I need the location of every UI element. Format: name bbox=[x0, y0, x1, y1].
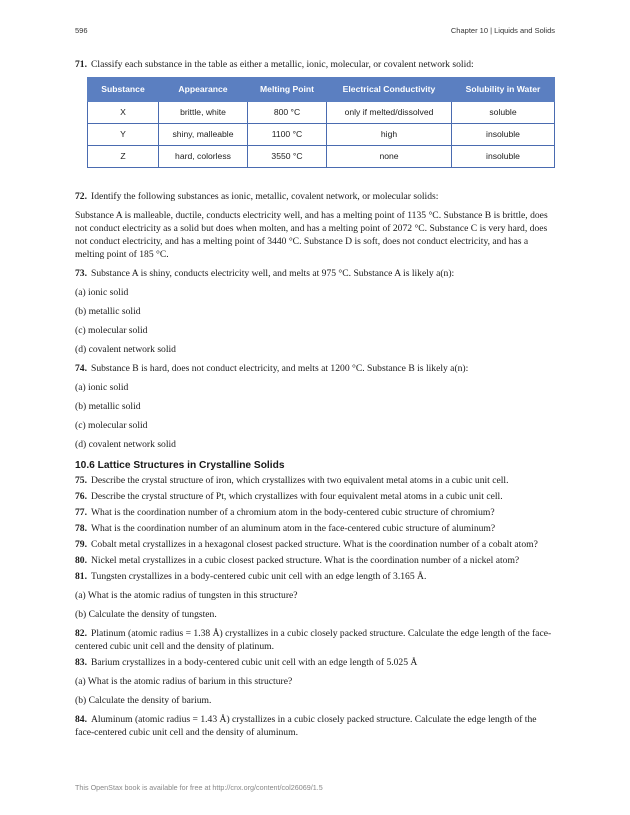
answer-option: (b) Calculate the density of barium. bbox=[75, 695, 212, 706]
answer-option: (b) metallic solid bbox=[75, 306, 141, 317]
question-text: Substance B is hard, does not conduct electricity, and melts at 1200 °C. Substance B is likely a(n): bbox=[91, 363, 469, 374]
table-header: Substance bbox=[88, 78, 159, 102]
table-cell: brittle, white bbox=[159, 102, 248, 124]
question-text: Describe the crystal structure of Pt, which crystallizes with four equivalent metal atoms in a cubic unit cell. bbox=[91, 491, 503, 502]
question-84 bbox=[75, 713, 555, 739]
question-text: What is the coordination number of an aluminum atom in the face-centered cubic structure of aluminum? bbox=[91, 523, 496, 534]
question-number: 74. bbox=[75, 363, 87, 374]
table-cell: shiny, malleable bbox=[159, 124, 248, 146]
question-text: What is the coordination number of a chromium atom in the body-centered cubic structure of chromium? bbox=[91, 507, 495, 518]
question-81 bbox=[75, 570, 555, 583]
question-number: 82. bbox=[75, 628, 87, 639]
answer-option: (b) Calculate the density of tungsten. bbox=[75, 609, 217, 620]
question-text: Platinum (atomic radius = 1.38 Å) crystallizes in a cubic closely packed structure. Calculate the edge length of the face-centered cubic unit cell and the density of platinum. bbox=[75, 628, 552, 652]
table-row bbox=[88, 102, 555, 124]
question-text: Tungsten crystallizes in a body-centered cubic unit cell with an edge length of 3.165 Å. bbox=[91, 571, 427, 582]
answer-option: (a) ionic solid bbox=[75, 382, 129, 393]
table-cell: high bbox=[327, 124, 452, 146]
page-content bbox=[75, 58, 555, 742]
answer-option: (a) What is the atomic radius of barium in this structure? bbox=[75, 676, 293, 687]
answer-option: (d) covalent network solid bbox=[75, 344, 176, 355]
table-cell: 800 °C bbox=[248, 102, 327, 124]
table-cell: 3550 °C bbox=[248, 146, 327, 168]
question-text: Cobalt metal crystallizes in a hexagonal closest packed structure. What is the coordination number of a cobalt atom? bbox=[91, 539, 538, 550]
answer-option: (a) What is the atomic radius of tungsten in this structure? bbox=[75, 590, 298, 601]
table-header-row bbox=[88, 78, 555, 102]
question-80 bbox=[75, 554, 555, 567]
chapter-header: Chapter 10 | Liquids and Solids bbox=[450, 26, 555, 35]
question-number: 83. bbox=[75, 657, 87, 668]
table-cell: hard, colorless bbox=[159, 146, 248, 168]
page-number: 596 bbox=[75, 26, 88, 35]
table-cell: soluble bbox=[452, 102, 555, 124]
question-83 bbox=[75, 656, 555, 669]
table-header: Melting Point bbox=[248, 78, 327, 102]
question-number: 72. bbox=[75, 191, 87, 202]
question-77 bbox=[75, 506, 555, 519]
answer-option: (c) molecular solid bbox=[75, 325, 148, 336]
table-header: Appearance bbox=[159, 78, 248, 102]
question-74 bbox=[75, 362, 555, 375]
question-text: Nickel metal crystallizes in a cubic closest packed structure. What is the coordination number of a nickel atom? bbox=[91, 555, 520, 566]
answer-option: (c) molecular solid bbox=[75, 420, 148, 431]
question-79 bbox=[75, 538, 555, 551]
table-row bbox=[88, 124, 555, 146]
answer-option: (a) ionic solid bbox=[75, 287, 129, 298]
table-cell: Y bbox=[88, 124, 159, 146]
question-71 bbox=[75, 58, 555, 71]
table-cell: X bbox=[88, 102, 159, 124]
table-header: Solubility in Water bbox=[452, 78, 555, 102]
page-footer: This OpenStax book is available for free at http://cnx.org/content/col26069/1.5 bbox=[75, 783, 323, 792]
question-78 bbox=[75, 522, 555, 535]
question-text: Identify the following substances as ionic, metallic, covalent network, or molecular solids: bbox=[91, 191, 439, 202]
question-number: 84. bbox=[75, 714, 87, 725]
question-number: 80. bbox=[75, 555, 87, 566]
table-cell: insoluble bbox=[452, 146, 555, 168]
answer-option: (b) metallic solid bbox=[75, 401, 141, 412]
question-number: 75. bbox=[75, 475, 87, 486]
question-number: 76. bbox=[75, 491, 87, 502]
section-heading: 10.6 Lattice Structures in Crystalline Solids bbox=[75, 460, 285, 471]
question-text: Substance A is shiny, conducts electricity well, and melts at 975 °C. Substance A is likely a(n): bbox=[91, 268, 455, 279]
question-text: Classify each substance in the table as either a metallic, ionic, molecular, or covalent network solid: bbox=[91, 59, 474, 70]
table-row bbox=[88, 146, 555, 168]
question-number: 78. bbox=[75, 523, 87, 534]
table-cell: Z bbox=[88, 146, 159, 168]
question-number: 81. bbox=[75, 571, 87, 582]
question-text: Aluminum (atomic radius = 1.43 Å) crystallizes in a cubic closely packed structure. Calculate the edge length of the face-centered cubic unit cell and the density of aluminum. bbox=[75, 714, 537, 738]
question-number: 71. bbox=[75, 59, 87, 70]
question-number: 79. bbox=[75, 539, 87, 550]
question-73 bbox=[75, 267, 555, 280]
question-text: Describe the crystal structure of iron, which crystallizes with two equivalent metal atoms in a cubic unit cell. bbox=[91, 475, 509, 486]
question-number: 77. bbox=[75, 507, 87, 518]
question-72 bbox=[75, 190, 555, 203]
table-cell: only if melted/dissolved bbox=[327, 102, 452, 124]
question-72-paragraph: Substance A is malleable, ductile, conducts electricity well, and has a melting point of 1135 °C. Substance B is brittle, does not conduct electricity as a solid but does when molten, and has a melting point of 2072 °C. Substance C is very hard, does not conduct electricity, and has a melting point of 3440 °C. Substance D is soft, does not conduct electricity, and has a melting point of 185 °C. bbox=[75, 210, 548, 260]
question-number: 73. bbox=[75, 268, 87, 279]
question-text: Barium crystallizes in a body-centered cubic unit cell with an edge length of 5.025 Å bbox=[91, 657, 418, 668]
question-82 bbox=[75, 627, 555, 653]
table-header: Electrical Conductivity bbox=[327, 78, 452, 102]
table-cell: none bbox=[327, 146, 452, 168]
question-75 bbox=[75, 474, 555, 487]
properties-table bbox=[87, 77, 555, 168]
answer-option: (d) covalent network solid bbox=[75, 439, 176, 450]
table-cell: 1100 °C bbox=[248, 124, 327, 146]
table-cell: insoluble bbox=[452, 124, 555, 146]
question-76 bbox=[75, 490, 555, 503]
